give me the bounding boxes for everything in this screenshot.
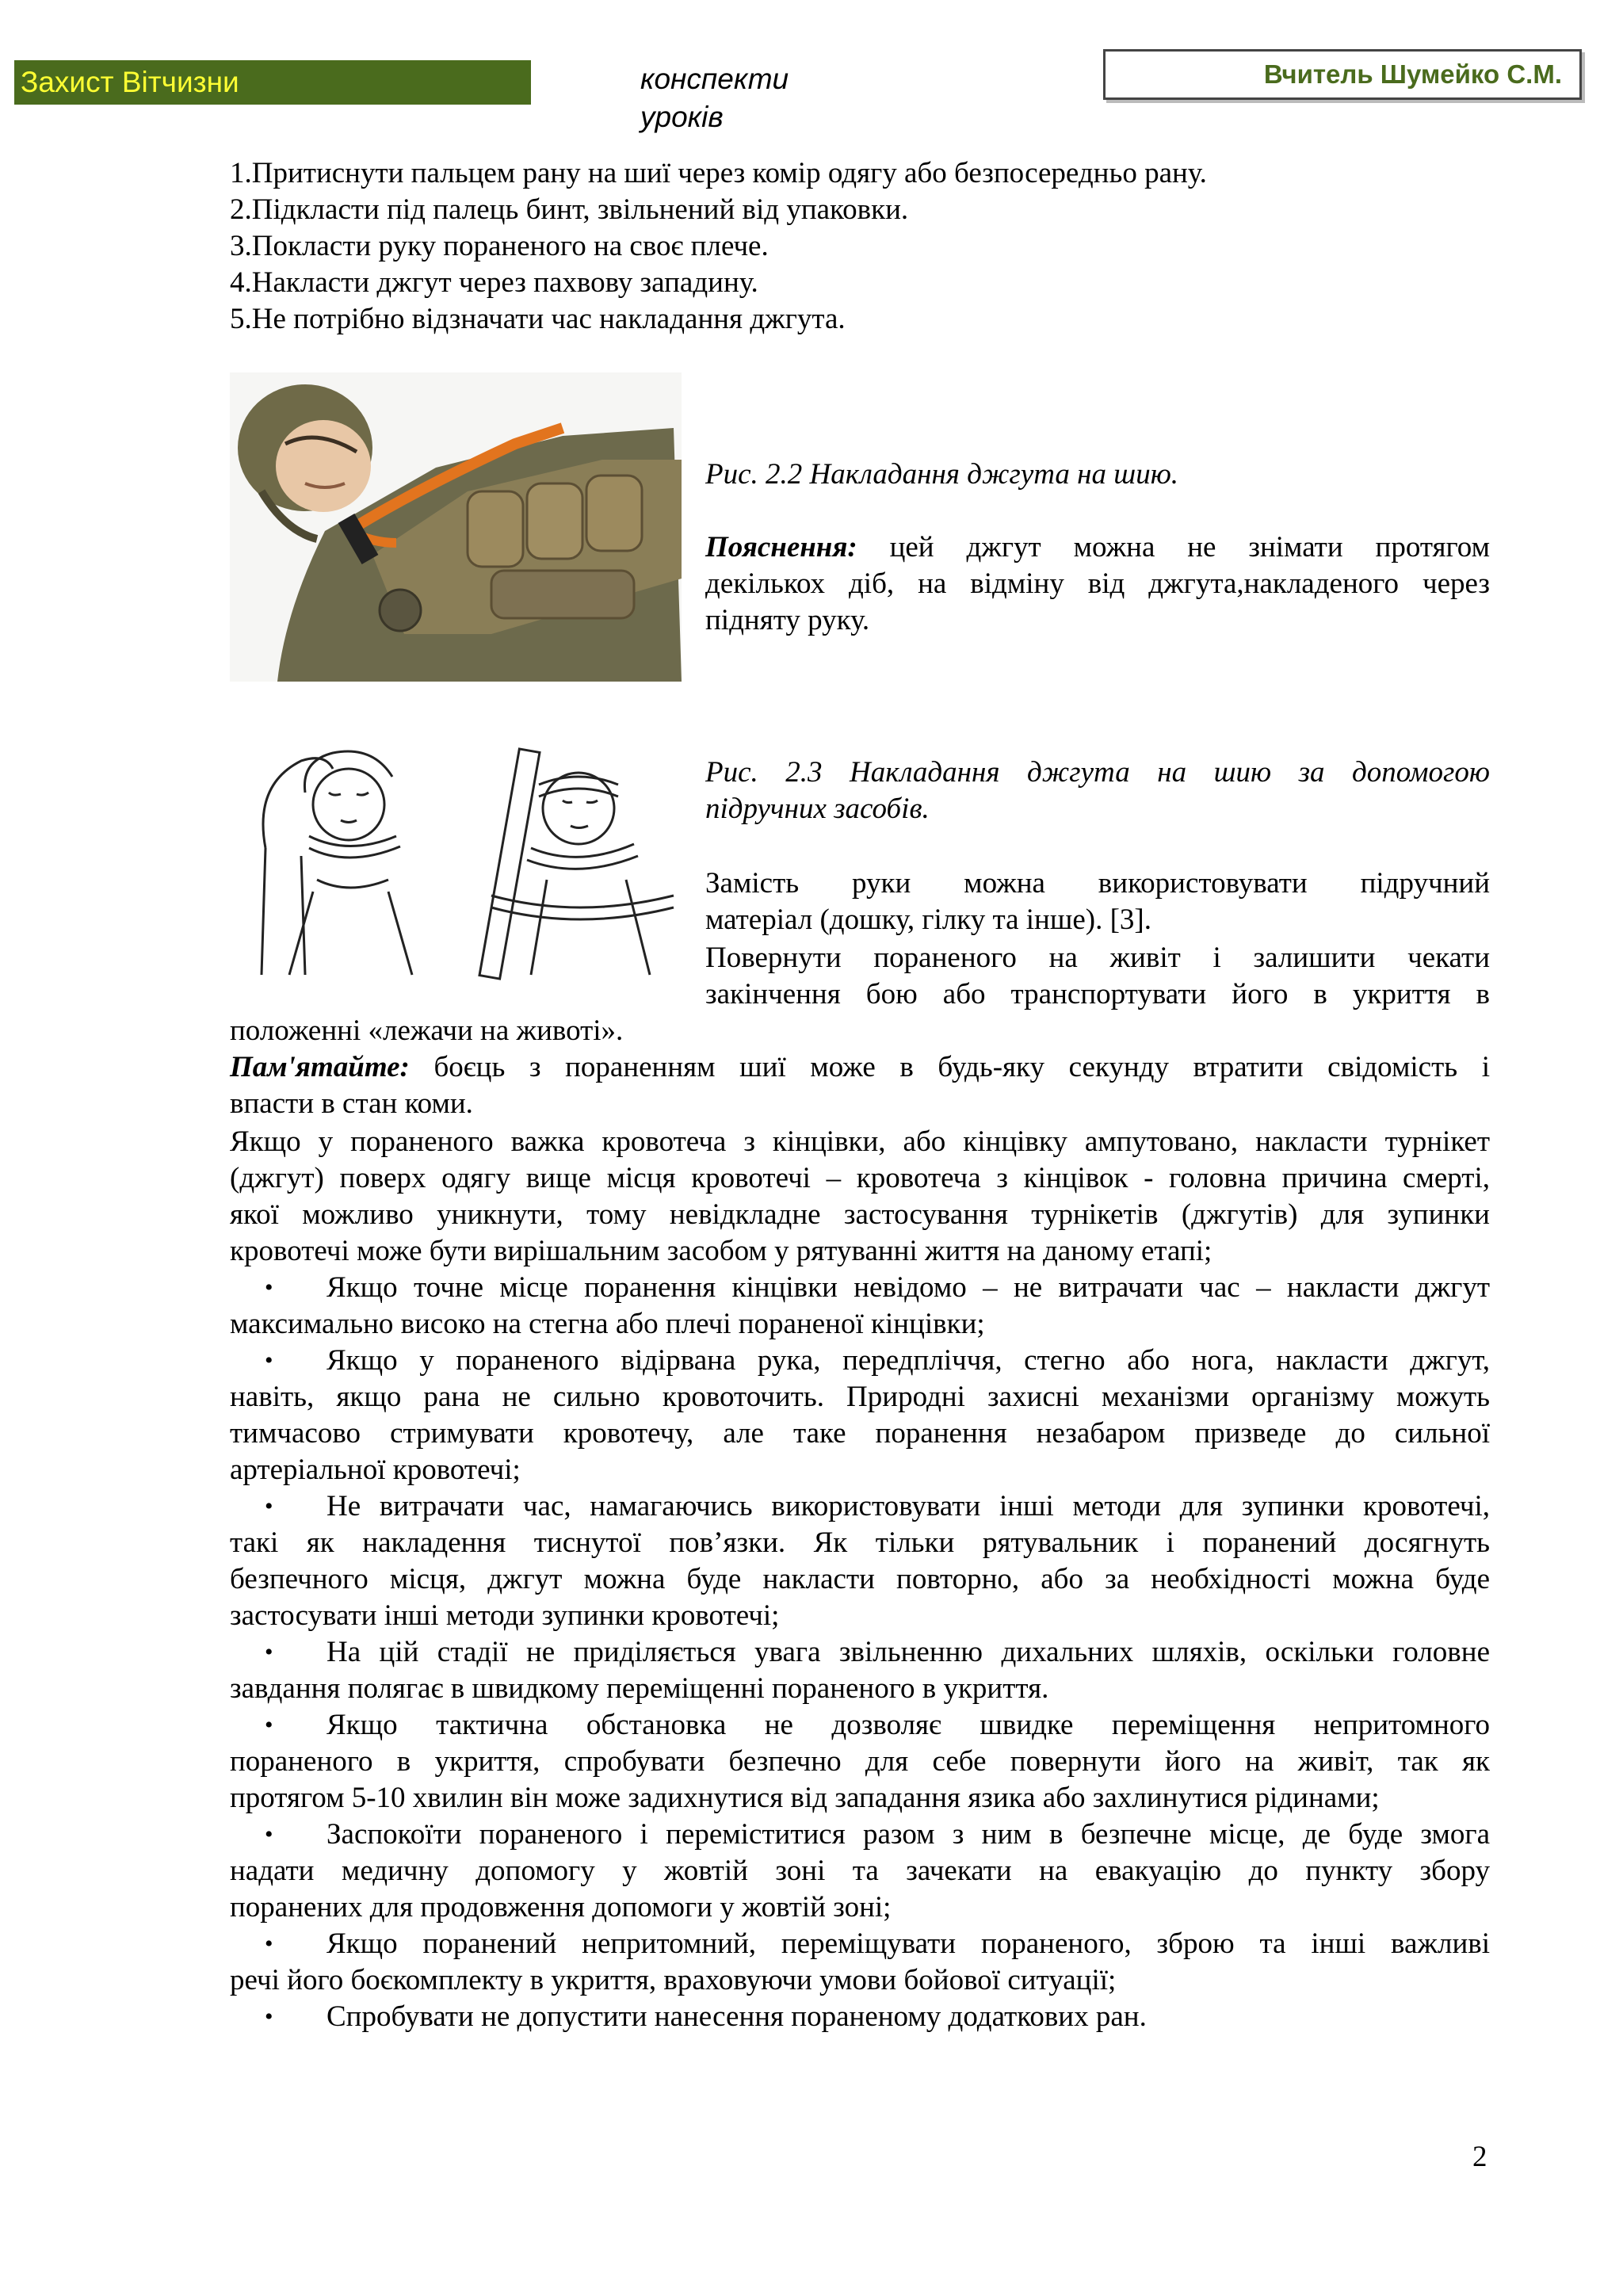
figure-2-2-caption: Рис. 2.2 Накладання джгута на шию.: [705, 458, 1179, 491]
figure-neck-tourniquet-illustration: [230, 372, 682, 682]
bullet-5-line-2: пораненого в укриття, спробувати безпечно для себе повернути його на живіт, так як: [230, 1745, 1490, 1778]
line-drawing-illustration: [230, 737, 682, 991]
teacher-box: Вчитель Шумейко С.М.: [1103, 49, 1582, 100]
bullet-marker: •: [265, 1712, 273, 1738]
bullet-1-line-2: максимально високо на стегна або плечі пораненої кінцівки;: [230, 1308, 985, 1340]
figure-2-3-text-line-2: матеріал (дошку, гілку та інше). [3].: [705, 904, 1151, 936]
paragraph-line-3: якої можливо уникнути, тому невідкладне застосування турнікетів (джгутів) для зупинки: [230, 1198, 1490, 1231]
figure-2-2-note-line-1: [705, 529, 1490, 567]
step-5: 5.Не потрібно відзначати час накладання джгута.: [230, 303, 846, 335]
remember-line-2: впасти в стан коми.: [230, 1087, 473, 1120]
figure-2-3-caption-line-1: Рис. 2.3 Накладання джгута на шию за допомогою: [705, 756, 1490, 789]
bullet-5-line-3: протягом 5-10 хвилин він може задихнутися від западання язика або захлинутися рідинами;: [230, 1782, 1380, 1814]
step-1: 1.Притиснути пальцем рану на шиї через комір одягу або безпосередньо рану.: [230, 157, 1207, 189]
bullet-3-line-2: такі як накладення тиснутої пов’язки. Як тільки рятувальник і поранений досягнуть: [230, 1526, 1490, 1559]
step-3: 3.Покласти руку пораненого на своє плече.: [230, 230, 769, 262]
bullet-marker: •: [265, 2004, 273, 2030]
step-2: 2.Підкласти під палець бинт, звільнений від упаковки.: [230, 193, 909, 226]
paragraph-line-2: (джгут) поверх одягу вище місця кровотечі – кровотеча з кінцівок - головна причина смерті,: [230, 1162, 1490, 1194]
figure-2-3-text-line-5: положенні «лежачи на животі».: [230, 1014, 624, 1047]
step-4: 4.Накласти джгут через пахвову западину.: [230, 266, 758, 299]
remember-line-1: [230, 1049, 1490, 1087]
figure-improvised-tourniquet-illustration: [230, 737, 682, 991]
bullet-4-line-2: завдання полягає в швидкому переміщенні пораненого в укриття.: [230, 1672, 1049, 1705]
bullet-5-line-1: Якщо тактична обстановка не дозволяє швидке переміщення непритомного: [327, 1709, 1490, 1741]
doc-type-label: конспекти уроків: [640, 63, 789, 133]
note-label: Пояснення:: [705, 531, 857, 563]
bullet-marker: •: [265, 1931, 273, 1957]
page-number: 2: [1472, 2141, 1487, 2173]
bullet-8-line-1: Спробувати не допустити нанесення пораненому додаткових ран.: [327, 2000, 1147, 2033]
soldier-illustration: [230, 372, 682, 682]
bullet-7-line-1: Якщо поранений непритомний, переміщувати пораненого, зброю та інші важливі: [327, 1927, 1490, 1960]
bullet-6-line-2: надати медичну допомогу у жовтій зоні та зачекати на евакуацію до пункту збору: [230, 1855, 1490, 1887]
bullet-2-line-2: навіть, якщо рана не сильно кровоточить. Природні захисні механізми організму можуть: [230, 1381, 1490, 1413]
bullet-2-line-1: Якщо у пораненого відірвана рука, передпліччя, стегно або нога, накласти джгут,: [327, 1344, 1490, 1377]
figure-2-3-caption-line-2: підручних засобів.: [705, 793, 930, 825]
bullet-3-line-1: Не витрачати час, намагаючись використовувати інші методи для зупинки кровотечі,: [327, 1490, 1490, 1522]
bullet-marker: •: [265, 1347, 273, 1373]
bullet-6-line-3: поранених для продовження допомоги у жовтій зоні;: [230, 1891, 892, 1924]
note-text: цей джгут можна не знімати протягом: [857, 531, 1490, 563]
figure-2-3-text-line-4: закінчення бою або транспортувати його в укриття в: [705, 978, 1490, 1010]
bullet-2-line-4: артеріальної кровотечі;: [230, 1454, 521, 1486]
bullet-marker: •: [265, 1639, 273, 1665]
remember-label: Пам'ятайте:: [230, 1051, 410, 1083]
bullet-2-line-3: тимчасово стримувати кровотечу, але таке поранення незабаром призведе до сильної: [230, 1417, 1490, 1450]
bullet-3-line-4: застосувати інші методи зупинки кровотечі;: [230, 1599, 780, 1632]
bullet-3-line-3: безпечного місця, джгут можна буде накласти повторно, або за необхідності можна буде: [230, 1563, 1490, 1595]
bullet-marker: •: [265, 1274, 273, 1301]
figure-2-2-note-line-3: підняту руку.: [705, 604, 870, 636]
paragraph-line-1: Якщо у пораненого важка кровотеча з кінцівки, або кінцівку ампутовано, накласти турнікет: [230, 1125, 1490, 1158]
bullet-marker: •: [265, 1493, 273, 1519]
figure-2-3-text-line-3: Повернути пораненого на живіт і залишити чекати: [705, 942, 1490, 974]
remember-text: боєць з пораненням шиї може в будь-яку секунду втратити свідомість і: [409, 1051, 1490, 1083]
bullet-4-line-1: На цій стадії не приділяється увага звільненню дихальних шляхів, оскільки головне: [327, 1636, 1490, 1668]
bullet-1-line-1: Якщо точне місце поранення кінцівки невідомо – не витрачати час – накласти джгут: [327, 1271, 1490, 1304]
bullet-marker: •: [265, 1821, 273, 1847]
bullet-6-line-1: Заспокоїти пораненого і переміститися разом з ним в безпечне місце, де буде змога: [327, 1818, 1490, 1851]
subject-banner: Захист Вітчизни: [14, 60, 531, 105]
figure-2-3-text-line-1: Замість руки можна використовувати підручний: [705, 867, 1490, 900]
bullet-7-line-2: речі його боєкомплекту в укриття, враховуючи умови бойової ситуації;: [230, 1964, 1117, 1996]
paragraph-line-4: кровотечі може бути вирішальним засобом у рятуванні життя на даному етапі;: [230, 1235, 1212, 1267]
figure-2-2-note-line-2: декількох діб, на відміну від джгута,накладеного через: [705, 567, 1490, 600]
